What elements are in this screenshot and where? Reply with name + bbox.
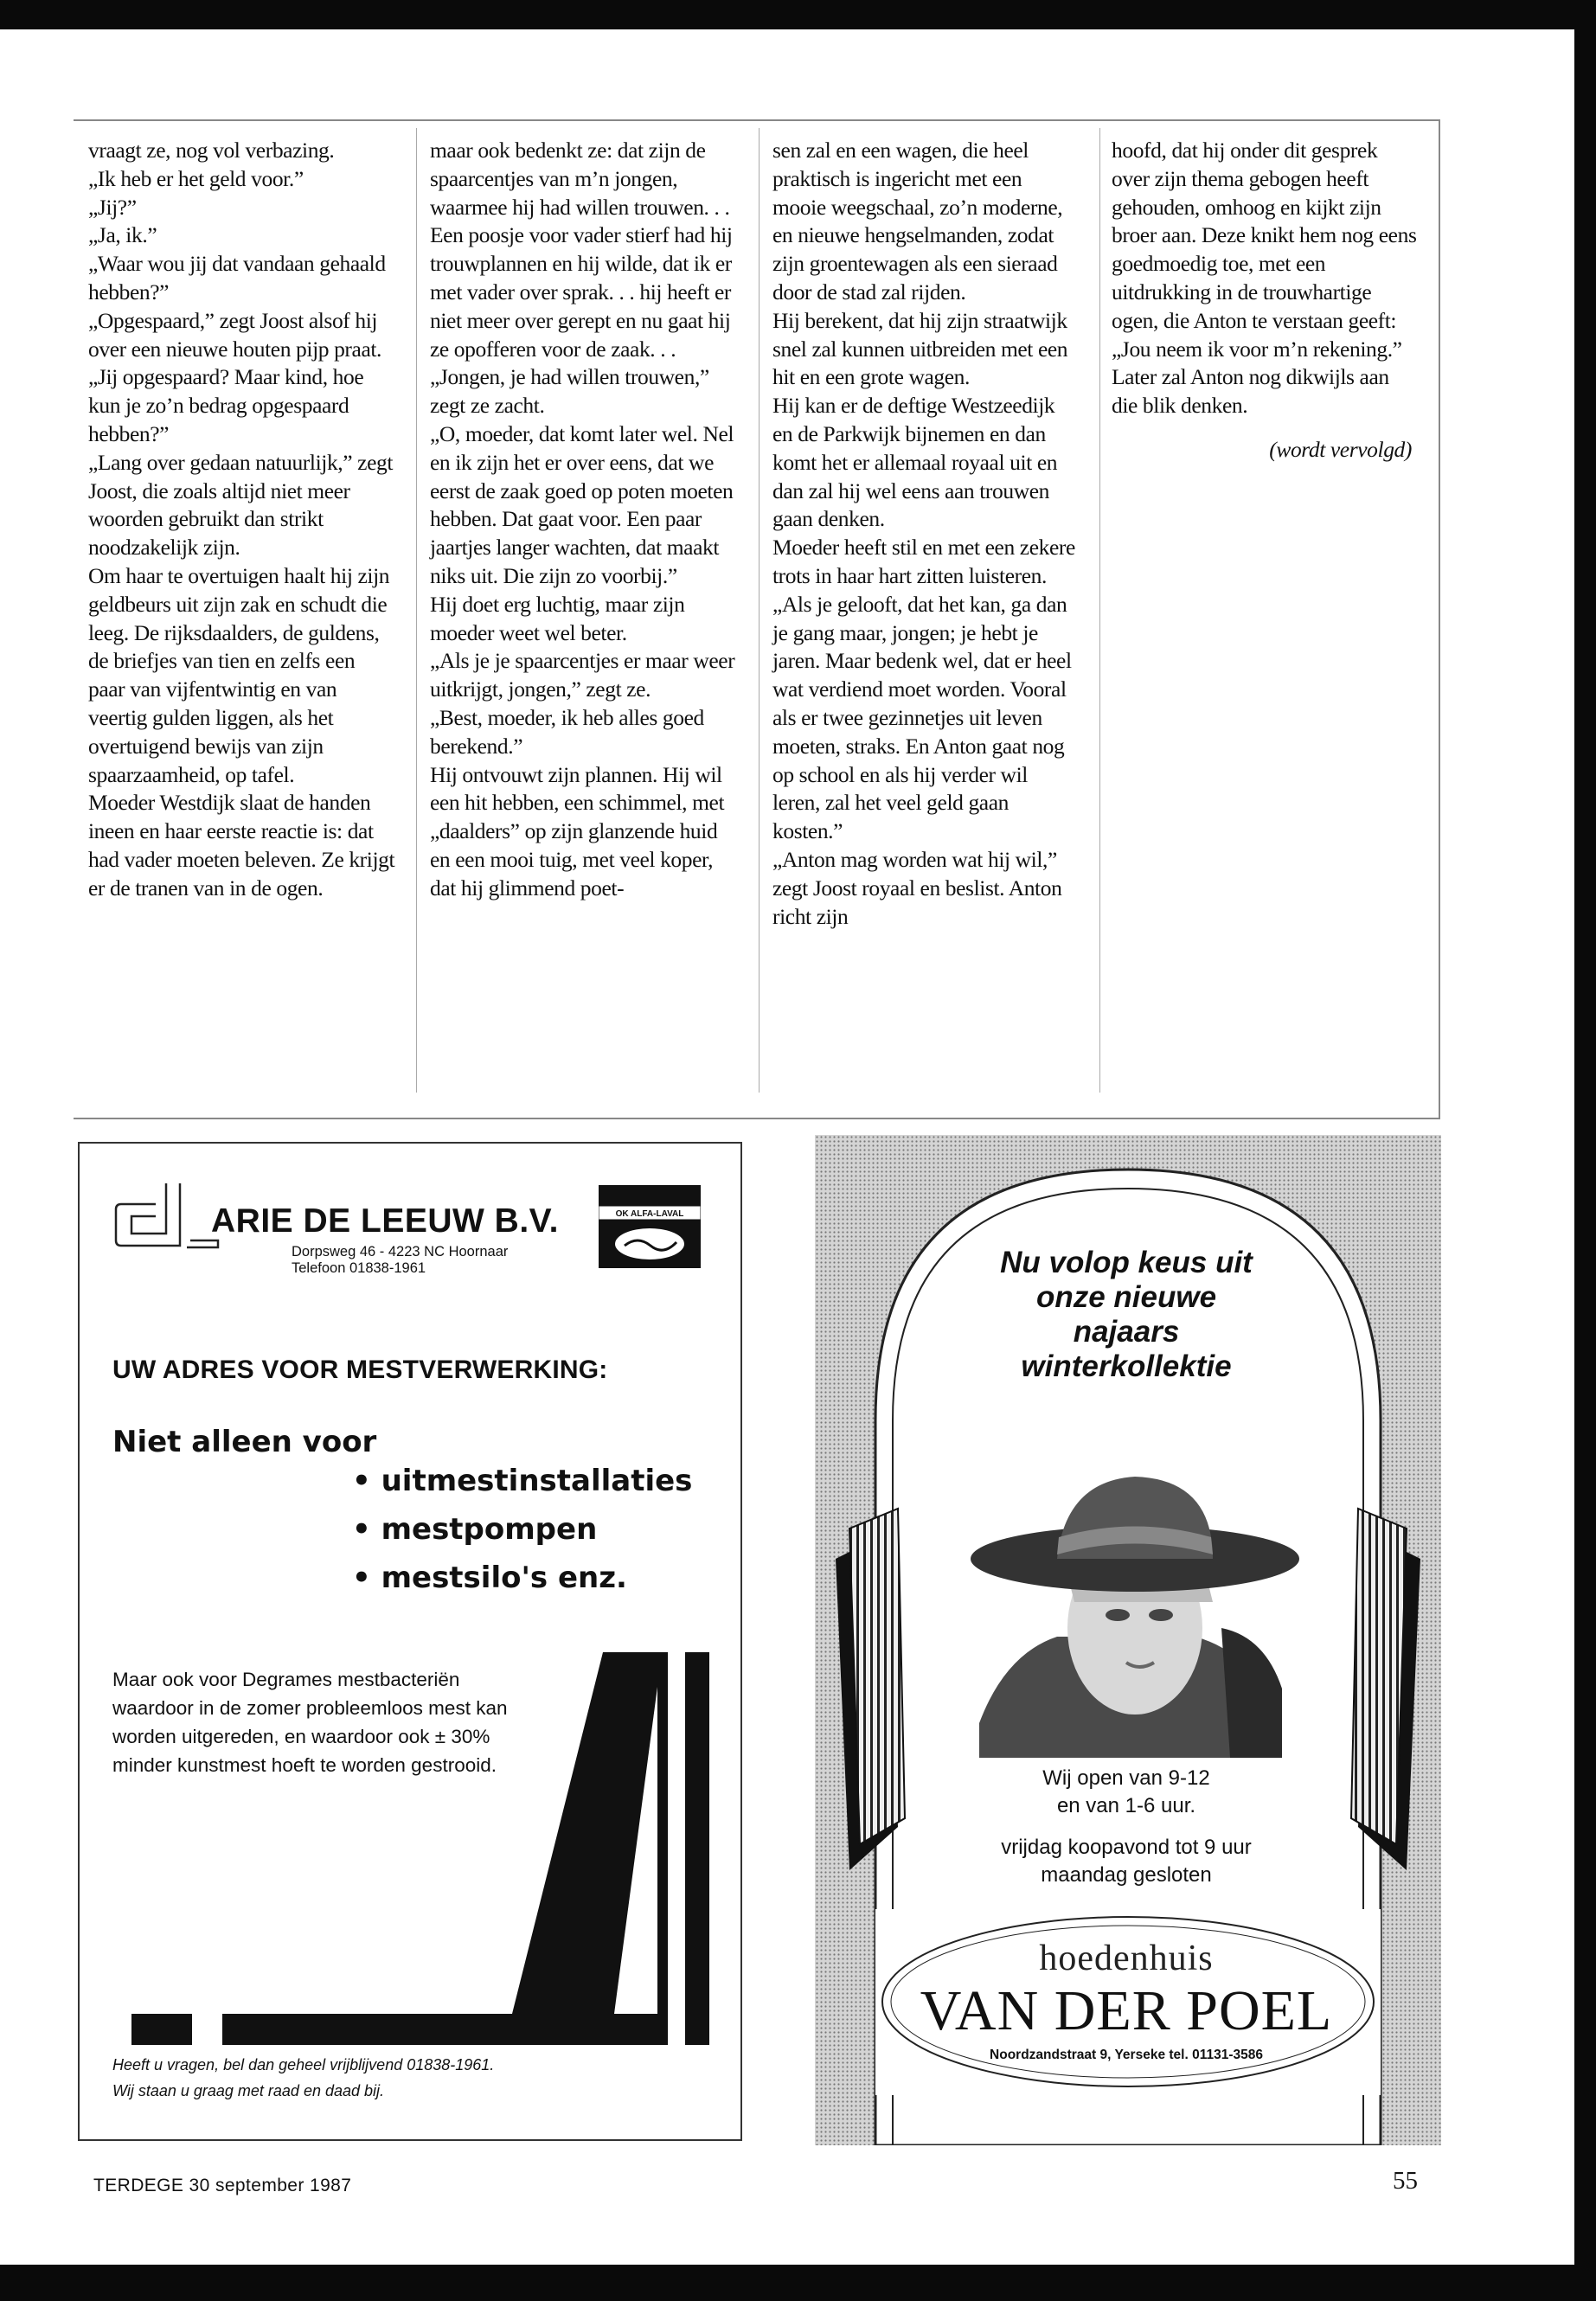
paragraph: „Ik heb er het geld voor.” xyxy=(88,165,304,191)
company-name: ARIE DE LEEUW B.V. xyxy=(211,1202,559,1240)
paragraph: „Opgespaard,” zegt Joost alsof hij over een nieuwe houten pijp praat. xyxy=(88,307,382,362)
paragraph: „Anton mag worden wat hij wil,” zegt Joost royaal en beslist. Anton richt zijn xyxy=(772,846,1062,929)
paragraph: Hij berekent, dat hij zijn straatwijk snel zal kunnen uitbreiden met een hit en een grote wagen. xyxy=(772,307,1068,390)
slogan-line: onze nieuwe xyxy=(1035,1280,1217,1314)
slogan-line: najaars xyxy=(1073,1315,1180,1349)
slogan-line: winterkollektie xyxy=(1021,1349,1232,1383)
paragraph: Later zal Anton nog dikwijls aan die blik denken. xyxy=(1112,364,1389,419)
ad-footer xyxy=(112,2052,494,2104)
paragraph: Hij doet erg luchtig, maar zijn moeder weet wel beter. xyxy=(430,591,685,645)
paragraph: Moeder Westdijk slaat de handen ineen en haar eerste reactie is: dat had vader moeten beleven. Ze krijgt er de tranen van in de ogen. xyxy=(88,790,395,901)
paragraph: „Best, moeder, ik heb alles goed berekend.” xyxy=(430,704,704,759)
ad-body-text: Maar ook voor Degrames mestbacteriën waardoor in de zomer probleemloos mest kan worden uitgereden, en waardoor ook ± 30% minder kunstmest hoeft te worden gestrooid. xyxy=(112,1669,508,1776)
publication-footer: TERDEGE 30 september 1987 xyxy=(93,2176,352,2195)
right-black-border xyxy=(1574,0,1596,2301)
paragraph: sen zal en een wagen, die heel praktisch is ingericht met een mooie weegschaal, zo’n moderne, en nieuwe hengselmanden, zodat zijn groentewagen als een sieraad door de stad zal rijden. xyxy=(772,138,1063,304)
continued-note: (wordt vervolgd) xyxy=(1269,436,1412,462)
hours-line: vrijdag koopavond tot 9 uur xyxy=(1001,1836,1252,1859)
paragraph: hoofd, dat hij onder dit gesprek over zijn thema gebogen heeft gehouden, omhoog en kijkt zijn broer aan. Deze knikt hem nog eens goedmoedig toe, met een uitdrukking in de trouwhartige ogen, die Anton te verstaan geeft: „Jou neem ik voor m’n rekening.” xyxy=(1112,138,1417,362)
bottom-black-border xyxy=(0,2265,1596,2301)
list-item: • mestpompen xyxy=(352,1512,692,1561)
footer-line: Wij staan u graag met raad en daad bij. xyxy=(112,2082,385,2099)
address-line: Dorpsweg 46 - 4223 NC Hoornaar xyxy=(292,1244,509,1259)
article-column-4 xyxy=(1112,137,1419,465)
slogan-line: Nu volop keus uit xyxy=(1000,1246,1253,1279)
article-column-2 xyxy=(430,137,737,903)
paragraph: Hij kan er de deftige Westzeedijk en de Parkwijk bijnemen en dan komt het er allemaal royaal uit en dan zal hij wel eens aan trouwen gaan denken. xyxy=(772,393,1058,532)
column-divider xyxy=(1099,128,1100,1093)
paragraph: maar ook bedenkt ze: dat zijn de spaarcentjes van m’n jongen, waarmee hij had willen trouwen. . . Een poosje voor vader stierf had hij trouwplannen en hij wilde, dat ik er met vader over sprak. . . hij heeft er niet meer over gerept en nu gaat hij ze opofferen voor de zaak. . . xyxy=(430,138,733,362)
paragraph: „Ja, ik.” xyxy=(88,222,157,248)
store-address: Noordzandstraat 9, Yerseke tel. 01131-3586 xyxy=(990,2048,1263,2062)
paragraph: „Jongen, je had willen trouwen,” zegt ze zacht. xyxy=(430,364,709,419)
paragraph: Moeder heeft stil en met een zekere trots in haar hart zitten luisteren. xyxy=(772,535,1075,588)
ad-subheadline: Niet alleen voor xyxy=(112,1425,377,1459)
article-column-1 xyxy=(88,137,395,903)
alfa-laval-badge-text: OK ALFA-LAVAL xyxy=(615,1209,684,1219)
hours-line: Wij open van 9-12 xyxy=(1042,1766,1210,1790)
footer-line: Heeft u vragen, bel dan geheel vrijblijvend 01838-1961. xyxy=(112,2056,495,2073)
paragraph: „O, moeder, dat komt later wel. Nel en ik zijn het er over eens, dat we eerst de zaak goed op poten moeten hebben. Dat gaat voor. Een paar jaartjes langer wachten, dat maakt niks uit. Die zijn zo voorbij.” xyxy=(430,420,734,588)
extra-hours xyxy=(953,1834,1299,1889)
company-logo-icon xyxy=(112,1180,225,1258)
product-list xyxy=(352,1464,692,1609)
paragraph: vraagt ze, nog vol verbazing. xyxy=(88,138,335,163)
ad-headline: UW ADRES VOOR MESTVERWERKING: xyxy=(112,1356,608,1384)
advertisement-hoedenhuis-van-der-poel xyxy=(815,1135,1441,2145)
ad-slogan xyxy=(953,1246,1299,1384)
column-divider xyxy=(416,128,417,1093)
phone-line: Telefoon 01838-1961 xyxy=(292,1260,426,1276)
top-black-border xyxy=(0,0,1596,29)
alfa-laval-badge-icon xyxy=(599,1185,701,1268)
advertisement-arie-de-leeuw xyxy=(78,1142,742,2141)
paragraph: „Waar wou jij dat vandaan gehaald hebben?” xyxy=(88,251,386,304)
company-address xyxy=(292,1244,508,1277)
paragraph: „Lang over gedaan natuurlijk,” zegt Joost, die zoals altijd niet meer woorden gebruikt dan strikt noodzakelijk zijn. xyxy=(88,449,394,561)
column-divider xyxy=(759,128,760,1093)
store-type: hoedenhuis xyxy=(1039,1939,1214,1978)
paragraph: „Jij opgespaard? Maar kind, hoe kun je zo’n bedrag opgespaard hebben?” xyxy=(88,364,364,446)
store-name: VAN DER POEL xyxy=(920,1979,1333,2042)
paragraph: „Als je je spaarcentjes er maar weer uitkrijgt, jongen,” zegt ze. xyxy=(430,648,735,702)
article-column-3 xyxy=(772,137,1080,931)
opening-hours xyxy=(953,1765,1299,1820)
list-item: • mestsilo's enz. xyxy=(352,1561,692,1609)
page-number: 55 xyxy=(1393,2167,1418,2195)
paragraph: „Jij?” xyxy=(88,194,137,220)
paragraph: Om haar te overtuigen haalt hij zijn geldbeurs uit zijn zak en schudt die leeg. De rijksdaalders, de guldens, de briefjes van tien en zelfs een paar van vijfentwintig en van veertig gulden liggen, als het overtuigend bewijs van zijn spaarzaamheid, op tafel. xyxy=(88,562,390,787)
article-continuation xyxy=(74,119,1440,1119)
hours-line: maandag gesloten xyxy=(1041,1863,1212,1887)
list-item: • uitmestinstallaties xyxy=(352,1464,692,1512)
hours-line: en van 1-6 uur. xyxy=(1056,1794,1196,1817)
paragraph: „Als je gelooft, dat het kan, ga dan je gang maar, jongen; je hebt je jaren. Maar bedenk wel, dat er heel wat verdiend moet worden. Vooral als er twee gezinnetjes uit leven moeten, straks. En Anton gaat nog op school en als hij verder wil leren, zal het veel geld gaan kosten.” xyxy=(772,591,1072,844)
paragraph: Hij ontvouwt zijn plannen. Hij wil een hit hebben, een schimmel, met „daalders” op zijn glanzende huid en een mooi tuig, met veel koper, dat hij glimmend poet- xyxy=(430,761,725,901)
